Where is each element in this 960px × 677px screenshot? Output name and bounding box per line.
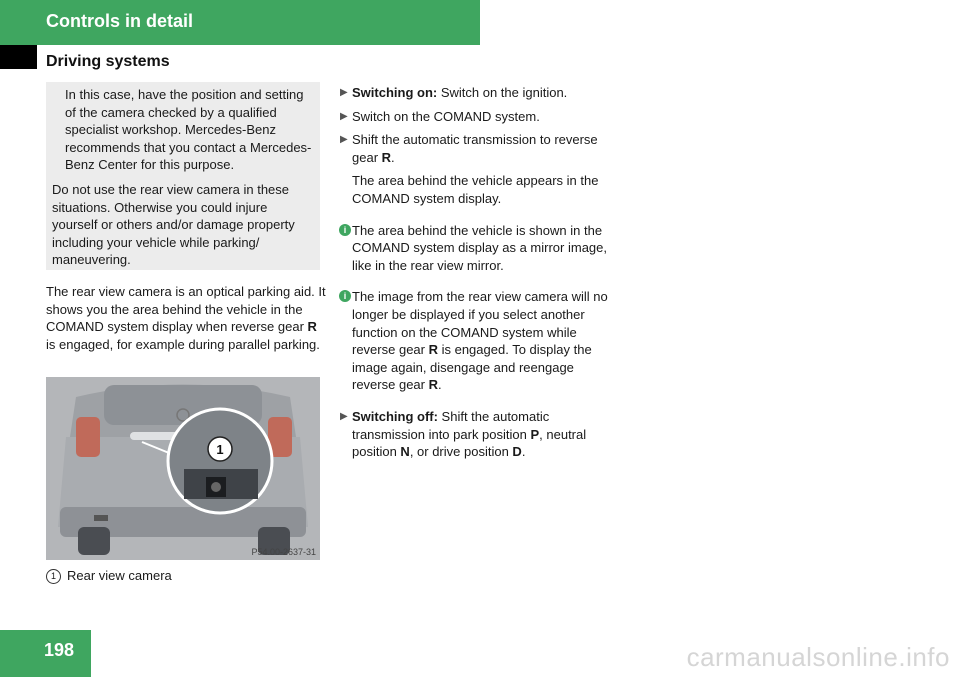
step-reverse-result: The area behind the vehicle appears in the COMAND system display. xyxy=(352,173,599,206)
info-image-text-2: is engaged. To display the image again, disengage and reengage reverse gear xyxy=(352,342,592,393)
chapter-title: Controls in detail xyxy=(46,11,194,31)
step-comand-text: Switch on the COMAND system. xyxy=(352,108,540,124)
watermark-text: carmanualsonline.info xyxy=(686,642,950,672)
gear-park: P xyxy=(530,426,540,442)
info-image-end: . xyxy=(437,377,442,393)
vehicle-rear-illustration xyxy=(46,377,320,560)
step-reverse-text: Shift the automatic transmission to reverse gear xyxy=(352,132,598,165)
caption-number: 1 xyxy=(46,569,61,584)
step-off-text-2: , neutral position xyxy=(352,426,587,460)
step-arrow-icon: ▶ xyxy=(340,110,348,122)
figure-caption xyxy=(46,568,172,584)
gear-drive: D xyxy=(512,444,522,460)
step-off-text-1: Shift the automatic transmission into park position xyxy=(352,408,550,442)
step-reverse-end: . xyxy=(391,149,395,165)
info-image-gear-1: R xyxy=(428,342,438,358)
warning-paragraph-2: Do not use the rear view camera in these situations. Otherwise you could injure yourself or others and/or damage property including your vehicle while parking/ maneuvering. xyxy=(52,181,295,268)
rear-camera-figure xyxy=(46,377,320,560)
info-mirror xyxy=(340,222,620,275)
step-comand xyxy=(340,108,620,126)
intro-text-1: The rear view camera is an optical parking aid. It shows you the area behind the vehicle in the COMAND system display when reverse gear xyxy=(46,284,326,335)
warning-paragraph-1: In this case, have the position and setting of the camera checked by a qualified specialist workshop. Mercedes-Benz recommends that you contact a Mercedes-Benz Center for this purpose. xyxy=(65,87,312,173)
warning-box xyxy=(46,82,320,270)
caption-text: Rear view camera xyxy=(67,568,172,583)
figure-code: P54.00-2637-31 xyxy=(251,547,316,557)
step-off-label: Switching off: xyxy=(352,408,438,424)
section-title: Driving systems xyxy=(46,53,170,70)
figure-callout-1: 1 xyxy=(216,442,224,457)
step-arrow-icon: ▶ xyxy=(340,134,348,146)
step-on-label: Switching on: xyxy=(352,85,438,100)
step-on-text: Switch on the ignition. xyxy=(437,85,568,100)
intro-paragraph xyxy=(46,283,326,353)
step-switch-on xyxy=(340,84,620,102)
step-reverse xyxy=(340,131,620,166)
info-mirror-text: The area behind the vehicle is shown in the COMAND system display as a mirror image, like in the rear view mirror. xyxy=(352,222,607,273)
info-image xyxy=(340,288,620,394)
section-marker xyxy=(0,45,37,69)
info-icon: i xyxy=(339,224,351,236)
step-off-end: . xyxy=(521,444,526,460)
step-reverse-gear: R xyxy=(381,149,392,165)
gear-neutral: N xyxy=(400,444,410,460)
step-switch-off xyxy=(340,408,620,461)
intro-gear: R xyxy=(307,319,317,335)
info-icon: i xyxy=(339,290,351,302)
step-arrow-icon: ▶ xyxy=(340,410,348,422)
info-image-text-1: The image from the rear view camera will no longer be displayed if you select another function on the COMAND system while reverse gear xyxy=(352,289,608,358)
intro-text-2: is engaged, for example during parallel parking. xyxy=(46,336,320,352)
step-arrow-icon: ▶ xyxy=(340,87,348,98)
page-number: 198 xyxy=(44,640,75,660)
info-image-gear-2: R xyxy=(428,377,438,393)
step-off-text-3: , or drive position xyxy=(409,444,513,460)
instructions-column xyxy=(340,84,620,467)
